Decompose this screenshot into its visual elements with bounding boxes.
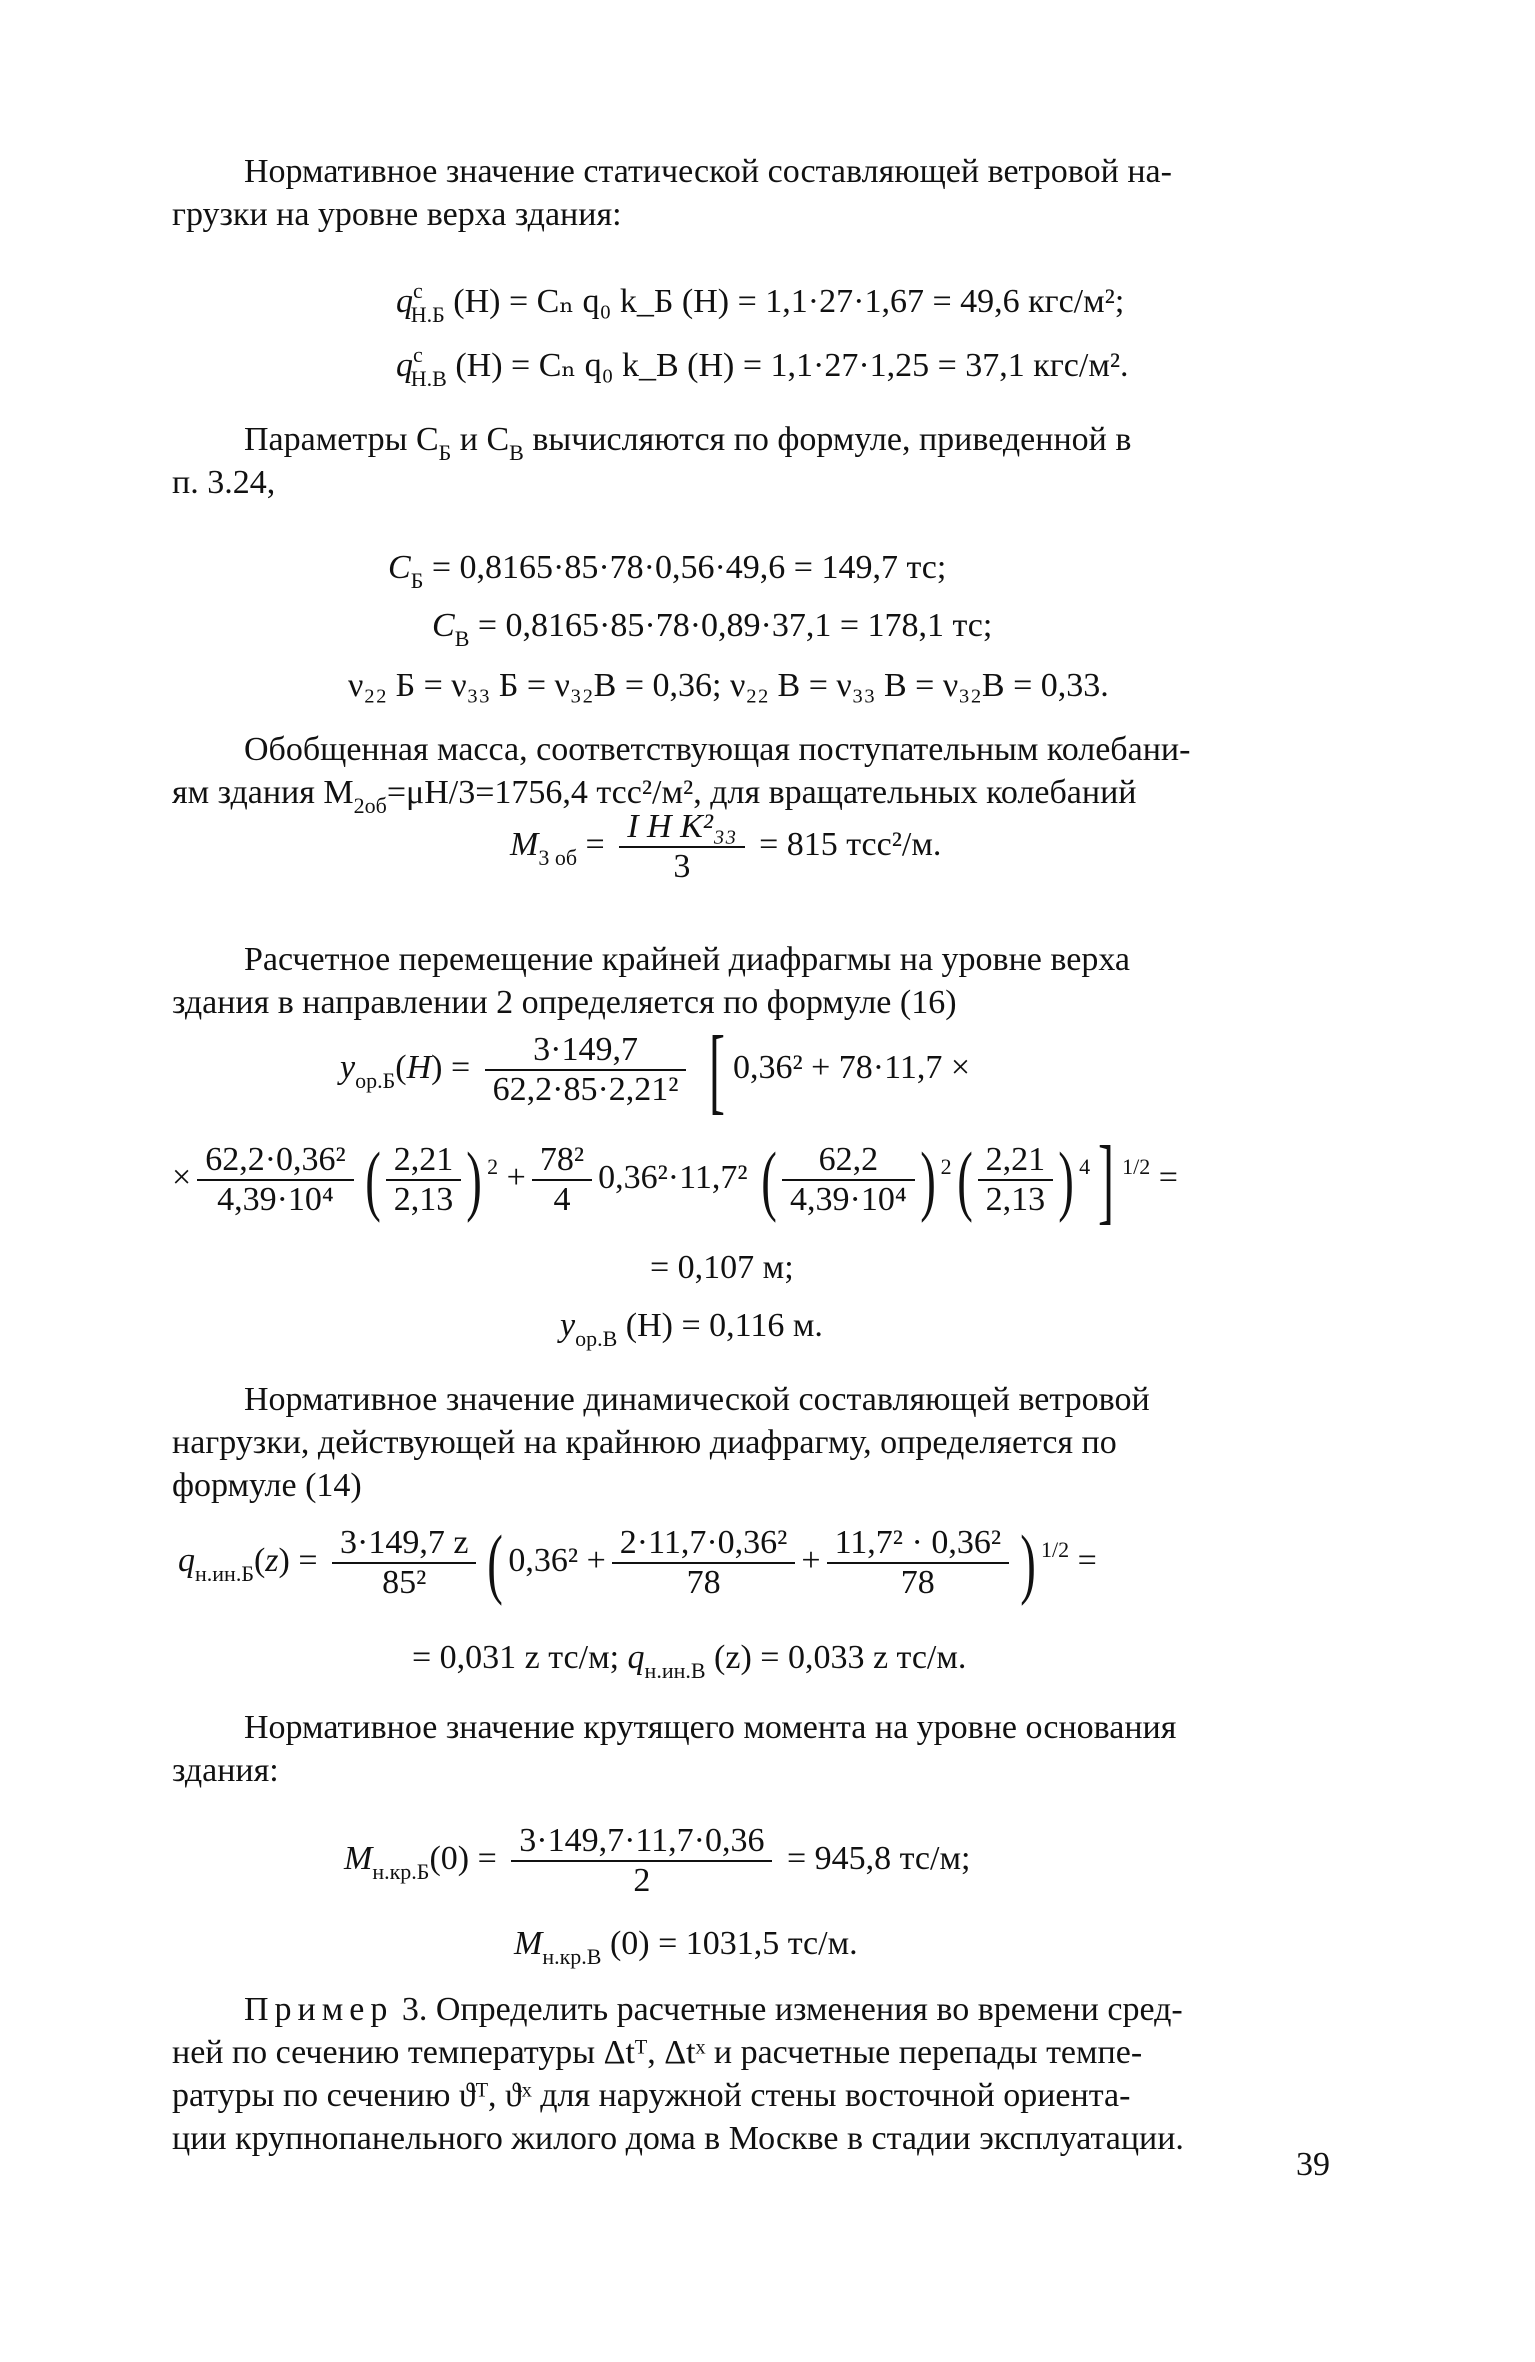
paragraph-torque: Нормативное значение крутящего момента на уровне основания здания:	[172, 1709, 1177, 1789]
equation-q-dyn: $q_{н.ин.Б}(z)$ = $\frac{3\cdot 149,7 z}{\text{85²}}$ ( 0,36² + $\frac{\text{2·11,7·0,36²}}{78}$ + $\frac{\text{11,7² · 0,36²}}{78}$ ) $^{1/2}$ =	[178, 1519, 1097, 1606]
equation-m-torque: $M_{н.кр.Б}(0)$ = $\frac{3\cdot 149,7\cdot 11,7\cdot 0,36}{2}$ = 945,8 тс/м;	[344, 1822, 971, 1899]
equation-y-line2: × $\frac{\text{62,2·0,36²}}{\text{4,39·10⁴}}$ ( $\frac{2,21}{2,13}$ ) $^2$ + $\frac{\text{78²}}{4}$ 0,36²·11,7² ( $\frac{62,2}{\text{4,39·10⁴}}$ ) $^2$( $\frac{2,21}{2,13}$ ) $^4$] $^{1/2}$ =	[172, 1126, 1178, 1233]
paragraph-mass: Обобщенная масса, соответствующая поступательным колебани- ям здания $M_{2об}=\mu H/3=1756,4$ тсс²/м², для вращательных колебаний	[172, 731, 1191, 818]
text-line: грузки на уровне верха здания:	[172, 196, 622, 233]
equation-c-v: $C_В = 0,8165\cdot 85\cdot 78\cdot 0,89\cdot 37,1 = 178,1$ тс;	[432, 607, 993, 651]
paragraph-displacement: Расчетное перемещение крайней диафрагмы на уровне верха здания в направлении 2 определяется по формуле (16)	[172, 941, 1130, 1021]
text-line: п. 3.24,	[172, 464, 276, 501]
equation-y-v: $y_{ор.В}$ (H) = 0,116 м.	[560, 1307, 823, 1351]
page-number: 39	[1296, 2146, 1330, 2183]
equation-m-rot: $M_{3 об}$ = $\frac{\text{I H K²₃₃}}{3}$ = 815 тсс²/м.	[510, 808, 942, 885]
paragraph-example-3: Пример 3. Определить расчетные изменения во времени сред- ней по сечению температуры Δtᵀ, Δtˣ и расчетные перепады темпе- ратуры по сечению ϑᵀ, ϑˣ для наружной стены восточной ориента- ции крупнопанельного жилого дома в Москве в стадии эксплуатации.	[172, 1991, 1184, 2157]
paragraph-parameters: Параметры $C_Б$ и $C_В$ вычисляются по формуле, приведенной в п. 3.24,	[172, 421, 1132, 501]
equation-nu: ν₂₂ Б = ν₃₃ Б = ν₃₂В = 0,36; ν₂₂ В = ν₃₃ В = ν₃₂В = 0,33.	[348, 667, 1109, 704]
paragraph-static-load	[172, 150, 1352, 236]
text-line: Нормативное значение статической составляющей ветровой на-	[244, 153, 1172, 190]
equation-q-nb: $q^c_{Н.Б}$ (H) = Cₙ q₀ k_Б (H) = 1,1·27·1,67 = 49,6 кгс/м²;	[396, 278, 1125, 327]
equation-m-torque-v: $M_{н.кр.В}$ (0) = 1031,5 тс/м.	[514, 1925, 858, 1969]
equation-c-b: $C_Б = 0,8165\cdot 85\cdot 78\cdot 0,56\cdot 49,6 = 149,7$ тс;	[388, 549, 947, 593]
equation-q-dyn-result: = 0,031 z тс/м; $q_{н.ин.В}$ (z) = 0,033 z тс/м.	[412, 1639, 967, 1683]
equation-q-nv: $q^c_{Н.В}$ (H) = Cₙ q₀ k_В (H) = 1,1·27·1,25 = 37,1 кгс/м².	[396, 342, 1129, 391]
paragraph-dynamic: Нормативное значение динамической составляющей ветровой нагрузки, действующей на крайнюю диафрагму, определяется по формуле (14)	[172, 1381, 1150, 1504]
equation-y-line1: $y_{ор.Б}(H)$ = $\frac{3\cdot 149,7}{\text{62,2·85·2,21²}}$ [ 0,36² + 78·11,7 ×	[340, 1016, 971, 1123]
equation-y-result: = 0,107 м;	[650, 1249, 794, 1286]
